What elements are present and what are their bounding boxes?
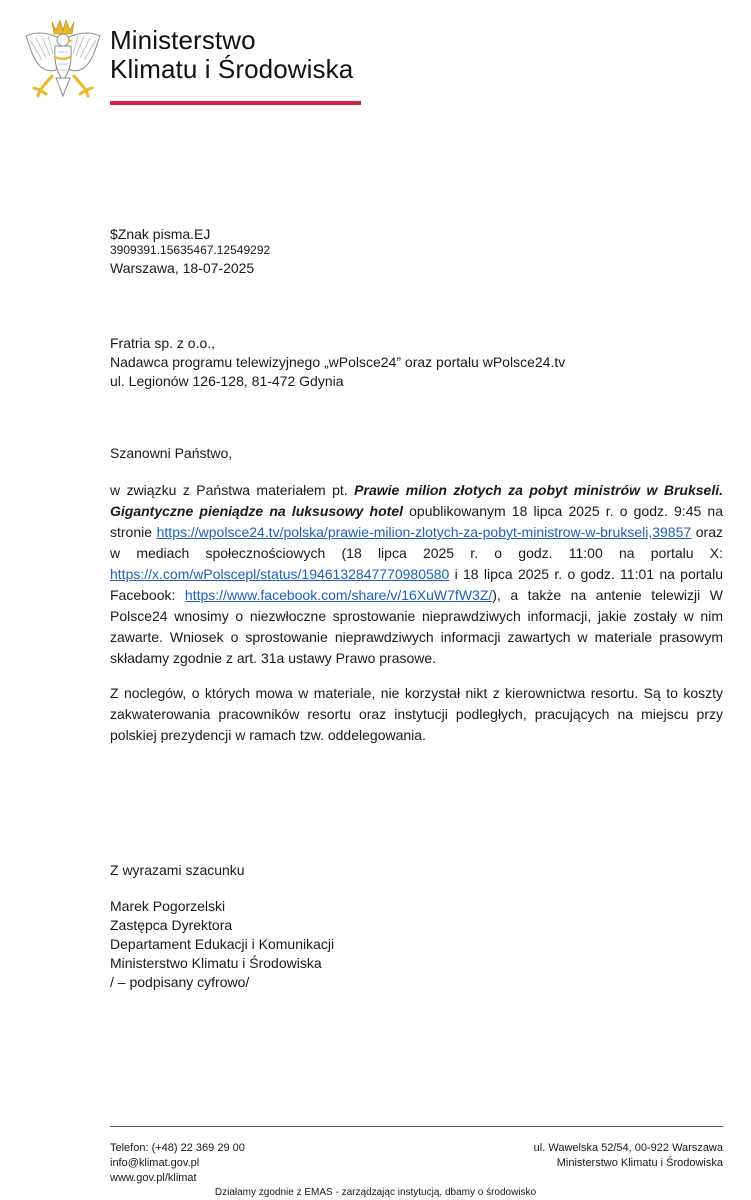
reference-field: $Znak pisma.EJ <box>110 226 211 242</box>
flag-stripe-red <box>110 101 361 105</box>
letter-body <box>110 480 723 760</box>
closing: Z wyrazami szacunku <box>110 862 245 878</box>
signer-name: Marek Pogorzelski <box>110 898 226 914</box>
recipient-line3: ul. Legionów 126-128, 81-472 Gdynia <box>110 373 344 389</box>
footer-phone: Telefon: (+48) 22 369 29 00 <box>110 1142 245 1154</box>
body-paragraph-1 <box>110 480 723 669</box>
footer-email: info@klimat.gov.pl <box>110 1157 200 1169</box>
signature-note: / – podpisany cyfrowo/ <box>110 974 250 990</box>
ministry-name <box>110 26 353 84</box>
article-link[interactable]: https://wpolsce24.tv/polska/prawie-milion-zlotych-za-pobyt-ministrow-w-brukseli,39857 <box>156 524 692 540</box>
flag-stripe <box>110 96 361 106</box>
p1-after-link1: oraz w mediach społecznościowych (18 lipca 2025 r. o godz. 11:00 na portalu X: <box>110 524 723 561</box>
facebook-post-link[interactable]: https://www.facebook.com/share/v/16XuW7fW3Z/ <box>184 587 493 603</box>
article-title: Prawie milion złotych za pobyt ministrów w Brukseli. Gigantyczne pieniądze na luksusowy hotel <box>110 482 723 519</box>
recipient-address <box>110 334 565 391</box>
footer-contact <box>110 1141 245 1186</box>
footer-emas-note: Działamy zgodnie z EMAS - zarządzając instytucją, dbamy o środowisko <box>214 1187 537 1198</box>
footer-street: ul. Wawelska 52/54, 00-922 Warszawa <box>533 1142 723 1154</box>
white-eagle-emblem-icon <box>22 16 104 108</box>
letter-meta <box>110 226 270 278</box>
p1-after-title: opublikowanym 18 lipca 2025 r. o godz. 9:45 na stronie <box>110 503 723 540</box>
p1-after-link2: i 18 lipca 2025 r. o godz. 11:01 na portalu Facebook: <box>110 566 723 603</box>
p1-end: ), a także na antenie telewizji W Polsce24 wnosimy o niezwłoczne sprostowanie nieprawdziwych informacji, jakie zostały w nim zawarte. Wniosek o sprostowanie nieprawdziwych informacji zawartych w materiale prasowym składamy zgodnie z art. 31a ustawy Prawo prasowe. <box>110 587 724 666</box>
footer-website: www.gov.pl/klimat <box>110 1172 197 1184</box>
ministry-name-line2: Klimatu i Środowiska <box>110 54 354 84</box>
document-number: 3909391.15635467.12549292 <box>110 243 271 257</box>
x-post-link[interactable]: https://x.com/wPolscepl/status/1946132847770980580 <box>110 566 450 582</box>
ministry-name-line1: Ministerstwo <box>110 25 256 55</box>
footer-divider <box>110 1126 723 1127</box>
signer-department: Departament Edukacji i Komunikacji <box>110 936 335 952</box>
salutation: Szanowni Państwo, <box>110 445 233 461</box>
signer-ministry: Ministerstwo Klimatu i Środowiska <box>110 955 322 971</box>
signer-position: Zastępca Dyrektora <box>110 917 233 933</box>
recipient-line2: Nadawca programu telewizyjnego „wPolsce24” oraz portalu wPolsce24.tv <box>110 354 566 370</box>
p1-intro: w związku z Państwa materiałem pt. <box>110 482 355 498</box>
recipient-line1: Fratria sp. z o.o., <box>110 335 216 351</box>
footer-ministry: Ministerstwo Klimatu i Środowiska <box>556 1157 723 1169</box>
place-date: Warszawa, 18-07-2025 <box>110 260 255 276</box>
footer-address <box>534 1141 723 1171</box>
body-paragraph-2: Z noclegów, o których mowa w materiale, nie korzystał nikt z kierownictwa resortu. Są to koszty zakwaterowania pracowników resortu oraz instytucji podległych, pracujących na miejscu przy polskiej prezydencji w ramach tzw. oddelegowania. <box>110 685 723 743</box>
signature-block <box>110 897 334 992</box>
